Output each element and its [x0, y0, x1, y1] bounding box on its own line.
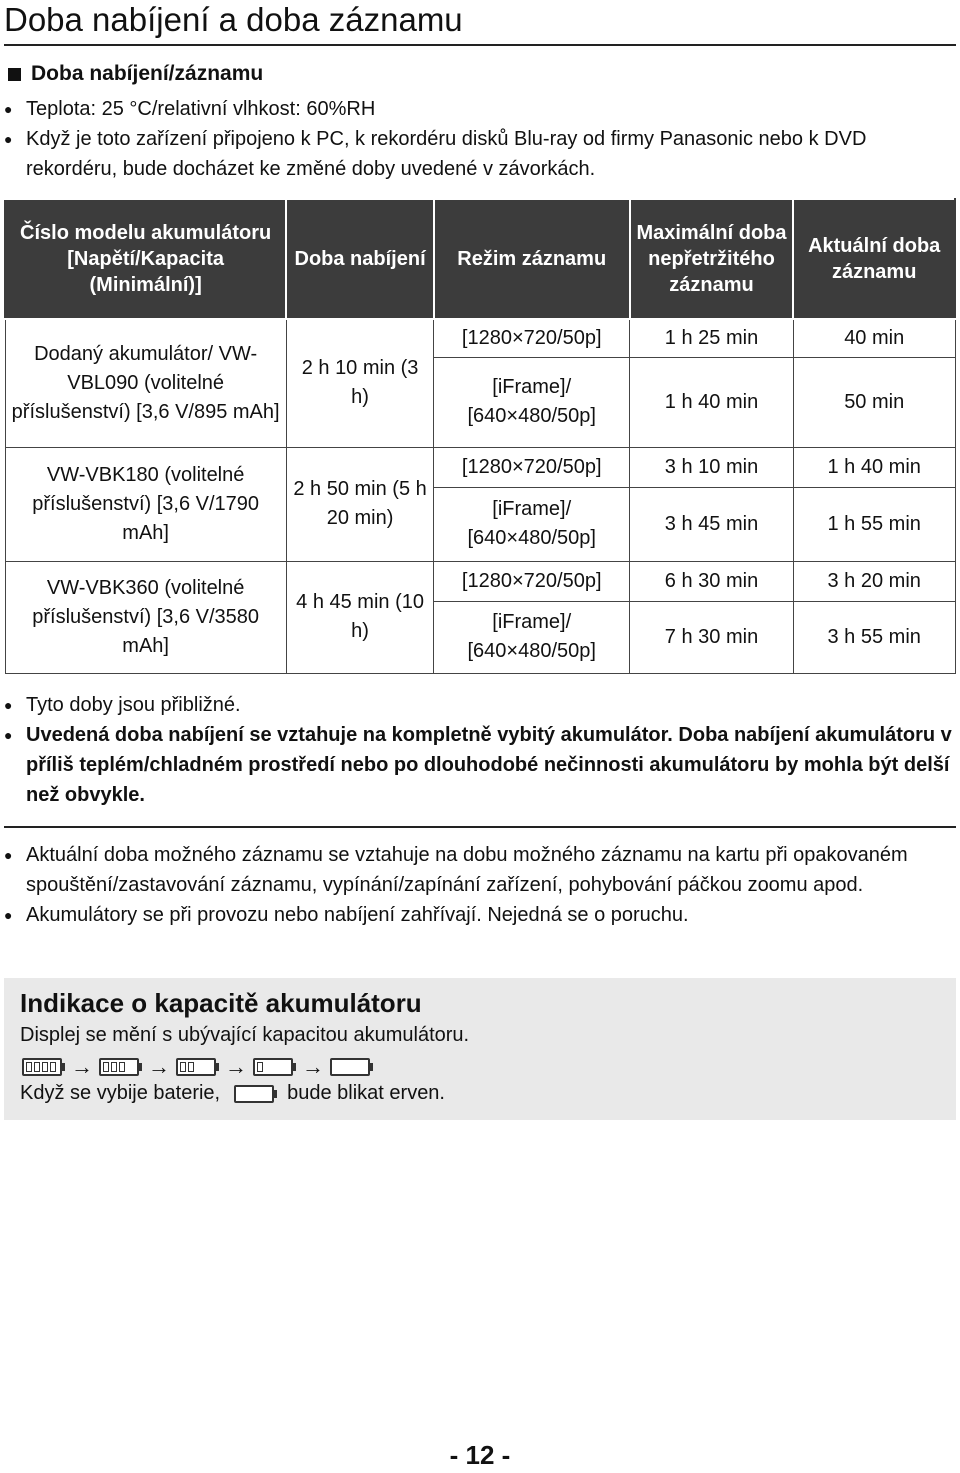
battery-info-title: Indikace o kapacitě akumulátoru [20, 988, 422, 1018]
cell-max: 7 h 30 min [630, 601, 794, 673]
battery-level-icon [253, 1058, 296, 1076]
cell-actual: 3 h 20 min [793, 561, 955, 601]
cell-model: VW-VBK360 (volitelné příslušenství) [3,6 V/3580 mAh] [5, 561, 286, 673]
cell-charge: 2 h 10 min (3 h) [286, 319, 434, 447]
table-notes [4, 690, 954, 810]
cell-max: 1 h 25 min [630, 319, 794, 357]
bullet-icon: ● [4, 727, 13, 743]
battery-level-icon [330, 1058, 373, 1076]
bullet-icon: ● [4, 907, 13, 923]
bullet-icon: ● [4, 101, 13, 117]
cell-mode: [1280×720/50p] [434, 561, 630, 601]
table-row [5, 319, 955, 357]
charging-recording-table [4, 198, 956, 674]
cell-mode: [1280×720/50p] [434, 319, 630, 357]
cell-max: 1 h 40 min [630, 357, 794, 447]
cell-model: Dodaný akumulátor/ VW-VBL090 (volitelné příslušenství) [3,6 V/895 mAh] [5, 319, 286, 447]
divider [4, 826, 956, 828]
intro-bullets [4, 94, 954, 184]
header-max: Maximální doba nepřetržitého záznamu [630, 199, 794, 319]
arrow-right-icon: → [225, 1054, 247, 1079]
battery-info-box [4, 978, 956, 1120]
arrow-right-icon: → [148, 1054, 170, 1079]
cell-max: 3 h 10 min [630, 447, 794, 487]
square-bullet-icon [8, 68, 21, 81]
list-item: ● Tyto doby jsou přibližné. [4, 690, 954, 720]
battery-empty-note: Když se vybije baterie, bude blikat erven. [20, 1082, 445, 1104]
page-number: - 12 - [449, 1440, 511, 1470]
battery-level-icon [99, 1058, 142, 1076]
cell-actual: 3 h 55 min [793, 601, 955, 673]
cell-max: 6 h 30 min [630, 561, 794, 601]
arrow-right-icon: → [71, 1054, 93, 1079]
header-model: Číslo modelu akumulátoru [Napětí/Kapacita (Minimální)] [5, 199, 286, 319]
header-charge: Doba nabíjení [286, 199, 434, 319]
header-actual: Aktuální doba záznamu [793, 199, 955, 319]
cell-actual: 40 min [793, 319, 955, 357]
battery-level-icon [22, 1058, 65, 1076]
list-item: ● Akumulátory se při provozu nebo nabíjení zahřívají. Nejedná se o poruchu. [4, 900, 954, 930]
cell-actual: 1 h 55 min [793, 487, 955, 561]
cell-mode: [1280×720/50p] [434, 447, 630, 487]
section-heading [8, 62, 263, 86]
list-item: ● Když je toto zařízení připojeno k PC, k rekordéru disků Blu-ray od firmy Panasonic nebo k DVD rekordéru, bude docházet ke změné doby uvedené v závorkách. [4, 124, 954, 184]
list-item: ● Uvedená doba nabíjení se vztahuje na kompletně vybitý akumulátor. Doba nabíjení akumulátoru v příliš teplém/chladném prostředí nebo po dlouhodobé nečinnosti akumulátoru by mohla být delší než obvykle. [4, 720, 954, 810]
bullet-icon: ● [4, 847, 13, 863]
section-heading-text: Doba nabíjení/záznamu [31, 62, 264, 85]
bullet-icon: ● [4, 697, 13, 713]
cell-charge: 4 h 45 min (10 h) [286, 561, 434, 673]
cell-model: VW-VBK180 (volitelné příslušenství) [3,6 V/1790 mAh] [5, 447, 286, 561]
bullet-icon: ● [4, 131, 13, 147]
cell-mode: [iFrame]/ [640×480/50p] [434, 357, 630, 447]
header-mode: Režim záznamu [434, 199, 630, 319]
list-item: ● Aktuální doba možného záznamu se vztahuje na dobu možného záznamu na kartu při opakovaném spouštění/zastavování záznamu, vypínání/zapínání zařízení, pohybování páčkou zoomu apod. [4, 840, 954, 900]
page-title: Doba nabíjení a doba záznamu [4, 0, 956, 46]
list-item: ● Teplota: 25 °C/relativní vlhkost: 60%RH [4, 94, 954, 124]
cell-mode: [iFrame]/ [640×480/50p] [434, 487, 630, 561]
cell-charge: 2 h 50 min (5 h 20 min) [286, 447, 434, 561]
battery-level-icon [176, 1058, 219, 1076]
cell-actual: 1 h 40 min [793, 447, 955, 487]
battery-info-desc: Displej se mění s ubývající kapacitou akumulátoru. [20, 1024, 470, 1046]
battery-empty-icon [234, 1085, 277, 1103]
table-row [5, 447, 955, 487]
cell-mode: [iFrame]/ [640×480/50p] [434, 601, 630, 673]
cell-max: 3 h 45 min [630, 487, 794, 561]
table-row [5, 561, 955, 601]
battery-level-sequence [22, 1054, 373, 1080]
cell-actual: 50 min [793, 357, 955, 447]
arrow-right-icon: → [302, 1054, 324, 1079]
table-header-row [5, 199, 955, 319]
lower-bullets [4, 840, 954, 930]
